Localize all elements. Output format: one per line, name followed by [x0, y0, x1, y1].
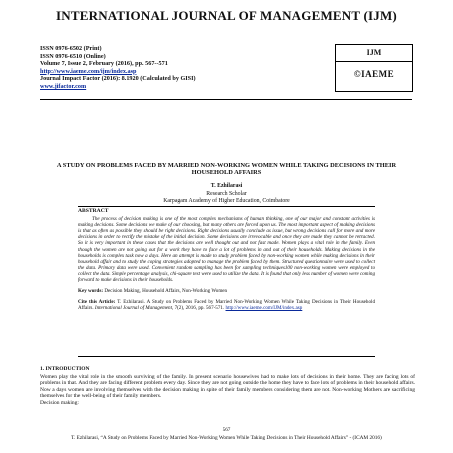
logo-ijm-text: IJM [366, 48, 382, 57]
issn-online: ISSN 0976-6510 (Online) [40, 52, 106, 60]
abstract-text: The process of decision making is one of the most complex mechanisms of human thinking, one of our major and constant activities is making decisions. Some decisions we make of our choosing, but many others are forced upon us. The most important aspect of making decisions is that as often as possible they should be right decisions. Right decisions usually conclude as issue, but wrong decisions call for more and more decisions in order to rectify the mistake of the initial decision. Some decisions are irrevocable and once they are made they cannot be retracted. So it is very important in these cases that the decisions are well thought out and not fast made. Women plays a vital role in the family. Even though the women are not going out for a work they have to face a lot of problems in and out of their households. Making decisions in the households is complex task now a days. Here an attempt is made to study problem faced by non-working women while making decisions in their household affair and to study the coping strategies adopted to manage the problem faced by them. Structured questionnaire were used to collect the data. Primary data were used. Convenient random sampling has been for sampling techniques100 non-working women were employed to collect the data. Simple percentage analysis, chi-square test were used to utilize the data. It is found that only less number of women were coming forward to make decisions in their households. [78, 216, 375, 284]
journal-logo [335, 44, 413, 92]
header-rule [40, 99, 412, 100]
journal-meta [40, 45, 290, 91]
keywords [78, 288, 375, 294]
cite-url[interactable]: http://www.iaeme.com/IJM/index.asp [225, 305, 303, 312]
author-block [0, 183, 453, 206]
issn-print: ISSN 0976-6502 (Print) [40, 45, 102, 52]
footer-citation: T. Ezhilarasi, “A Study on Problems Faced by Married Non-Working Women While Taking Decisions in Their Household Affairs” - (ICAM 2016) [71, 435, 382, 441]
journal-url[interactable]: http://www.iaeme.com/ijm/index.asp [40, 67, 137, 75]
cite-article [78, 299, 375, 311]
cite-text: T. Ezhilarasi. A Study on Problems Faced by Married Non-Working Women While Taking Decisions in Their Household Affairs. [78, 299, 375, 312]
page-number: 567 [222, 427, 231, 433]
author-role: Research Scholar [206, 190, 247, 197]
logo-divider [336, 61, 412, 62]
volume-info: Volume 7, Issue 2, February (2016), pp. 567--571 [40, 60, 168, 68]
author-name: T. Ezhilarasi [210, 183, 243, 189]
introduction-text: Women play the vital role in the smooth surviving of the family. In present scenario housewives had to make lots of decisions in their home. They are facing lots of problems in that. And they are facing different problem every day. Since they are not going outside the home they have to face lots of problems in their household affairs. Now a days women are involving themselves with the decision making in spite of their family members considering them are not. Non-working Mothers are sacrificing themselves for the well-being of their family members. [40, 373, 415, 400]
abstract-bottom-rule [78, 356, 375, 357]
logo-iaeme-text: ©IAEME [353, 69, 395, 79]
cite-label: Cite this Article: [78, 299, 116, 306]
journal-title: INTERNATIONAL JOURNAL OF MANAGEMENT (IJM) [56, 8, 397, 23]
abstract-section [78, 206, 375, 359]
introduction-heading: 1. INTRODUCTION [40, 366, 90, 372]
cite-issue: 7(2), 2016, pp. 567-571. [174, 305, 225, 312]
decision-making-subheading: Decision making: [40, 399, 79, 406]
paper-title: A STUDY ON PROBLEMS FACED BY MARRIED NON-WORKING WOMEN WHILE TAKING DECISIONS IN THEIR HOUSEHOLD AFFAIRS [56, 162, 397, 177]
keywords-label: Key words: [78, 288, 104, 295]
jifactor-link[interactable]: www.jifactor.com [40, 82, 87, 90]
cite-journal: International Journal of Management, [94, 305, 174, 312]
author-affiliation: Karpagam Academy of Higher Education, Coimbatore [163, 198, 290, 204]
introduction-section [40, 366, 415, 407]
keywords-list: Decision Making, Household Affairs, Non-Working Women [104, 288, 228, 295]
abstract-heading: ABSTRACT [78, 208, 109, 214]
impact-factor: Journal Impact Factor (2016): 8.1920 (Calculated by GISI) [40, 75, 196, 83]
